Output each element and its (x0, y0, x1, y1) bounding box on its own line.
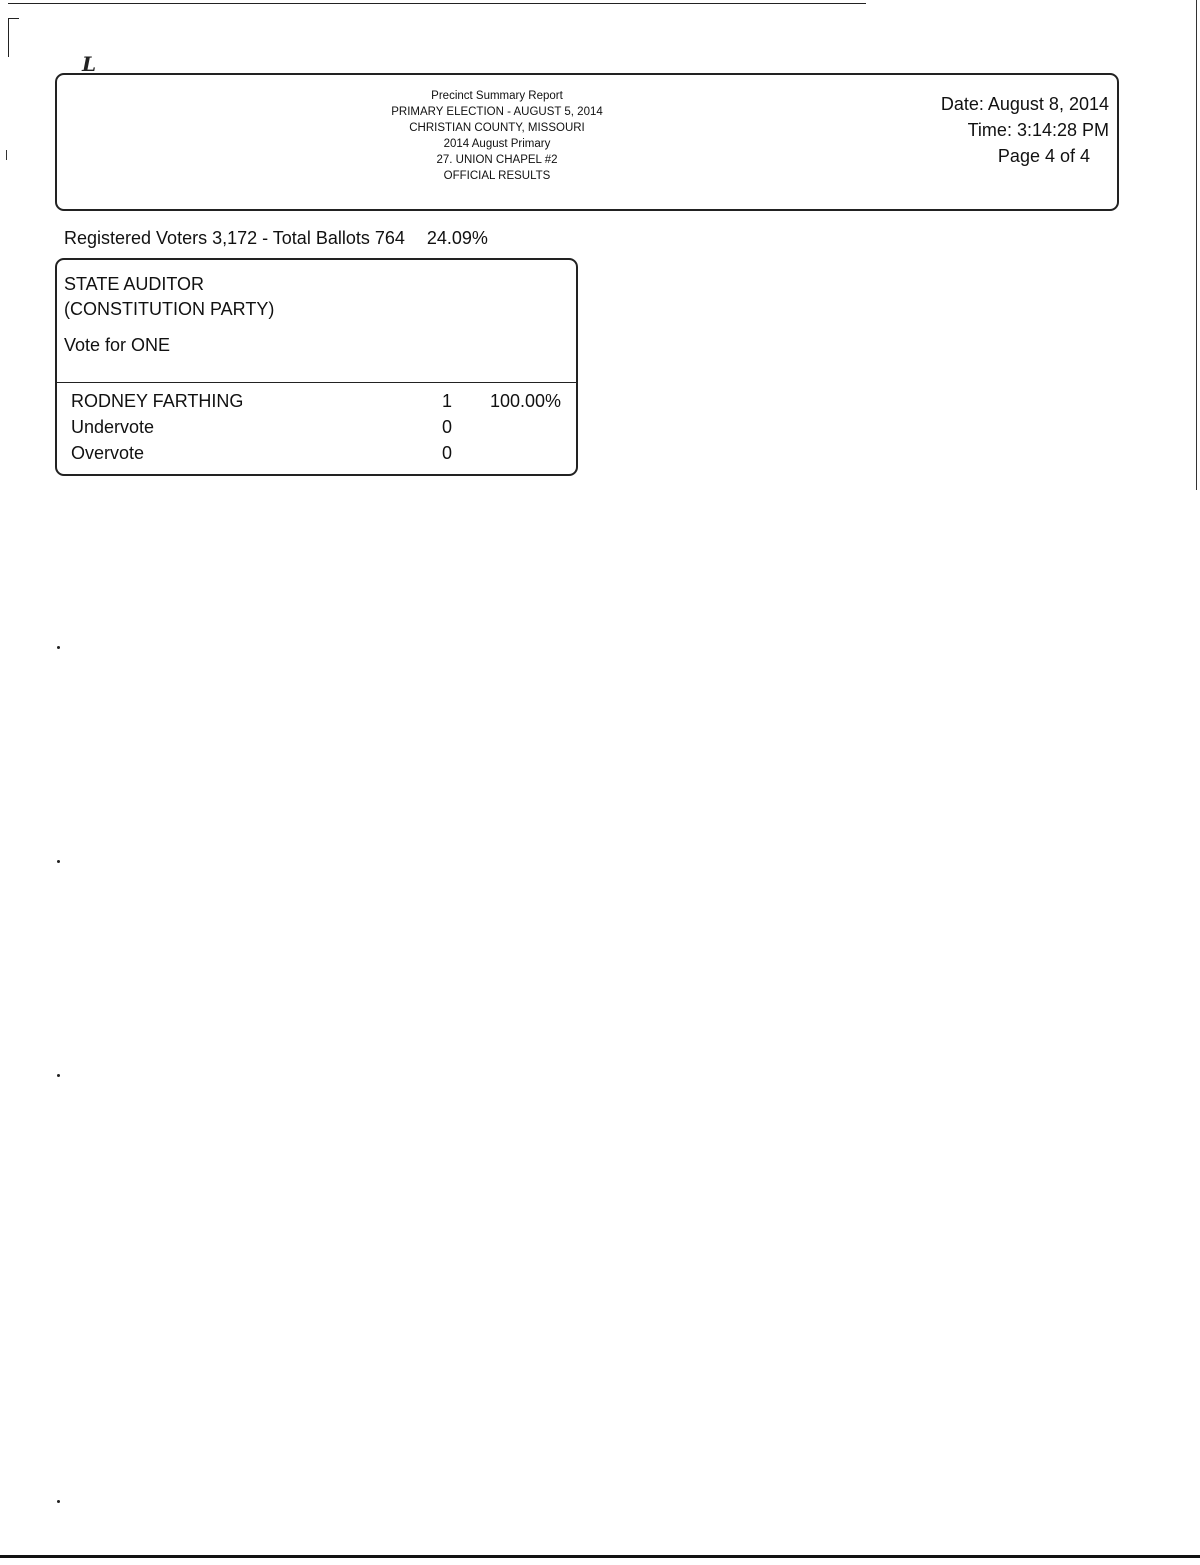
county-name: CHRISTIAN COUNTY, MISSOURI (409, 122, 585, 134)
election-label: 2014 August Primary (443, 138, 551, 150)
candidate-name: RODNEY FARTHING (71, 391, 244, 411)
scan-corner-bracket (8, 18, 19, 57)
scan-edge-line (1196, 0, 1197, 490)
precinct-name: 27. UNION CHAPEL #2 (436, 154, 558, 166)
report-title: Precinct Summary Report (431, 90, 563, 102)
result-row (57, 417, 576, 443)
turnout-summary: Registered Voters 3,172 - Total Ballots 764 (64, 228, 405, 248)
candidate-name: Undervote (71, 417, 155, 437)
scan-edge-line (8, 3, 866, 4)
page-number: Page 4 of 4 (997, 146, 1090, 166)
report-date: Date: August 8, 2014 (940, 94, 1109, 114)
vote-count: 0 (441, 417, 452, 437)
scan-speck (57, 1500, 60, 1503)
election-name: PRIMARY ELECTION - AUGUST 5, 2014 (391, 106, 603, 118)
report-time: Time: 3:14:28 PM (967, 120, 1109, 140)
contest-title (64, 272, 274, 322)
handwritten-mark: L (82, 52, 97, 76)
contest-box (55, 258, 578, 476)
scan-speck (57, 1074, 60, 1077)
report-title-block (357, 88, 637, 184)
contest-divider (57, 382, 576, 383)
candidate-name: Overvote (71, 443, 145, 463)
vote-count: 0 (441, 443, 452, 463)
turnout-line (64, 228, 488, 249)
vote-count: 1 (441, 391, 452, 411)
scan-speck (57, 860, 60, 863)
scan-speck (57, 646, 60, 649)
contest-party: (CONSTITUTION PARTY) (64, 299, 275, 319)
report-header (55, 73, 1119, 211)
report-meta (941, 91, 1109, 169)
result-row (57, 391, 576, 417)
scan-edge-line (0, 1555, 1200, 1558)
turnout-percent: 24.09% (426, 228, 488, 248)
vote-percent: 100.00% (489, 391, 561, 411)
result-row (57, 443, 576, 469)
scan-edge-tick (6, 150, 7, 160)
results-status: OFFICIAL RESULTS (443, 170, 551, 182)
contest-office: STATE AUDITOR (64, 274, 205, 294)
vote-for-instruction: Vote for ONE (64, 335, 171, 355)
